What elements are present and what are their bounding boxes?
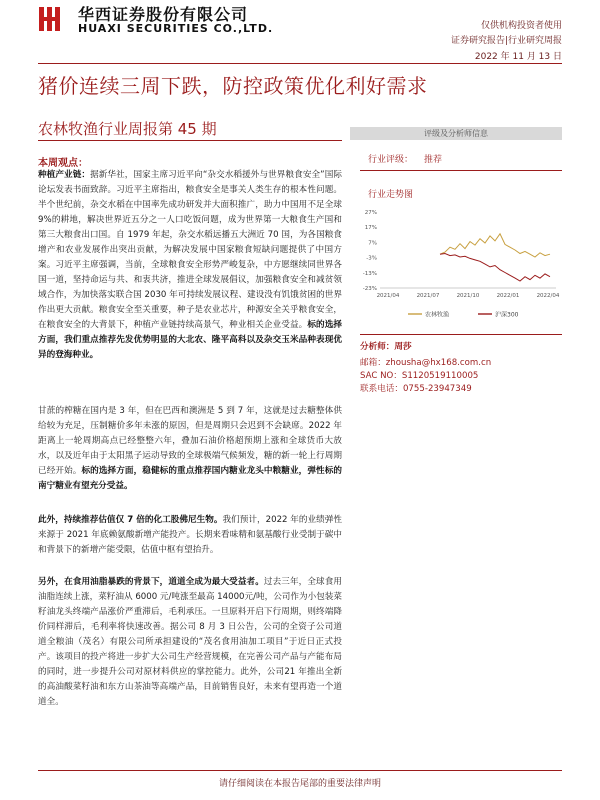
series-lines — [440, 234, 550, 281]
chart-legend — [408, 311, 519, 319]
series-line — [440, 254, 550, 282]
trend-chart-title: 行业走势图 — [368, 190, 414, 200]
legend-label: 农林牧渔 — [425, 311, 450, 319]
paragraph-highlight: 另外，在食用油脂暴跌的背景下，道道全成为最大受益者。 — [38, 577, 264, 587]
paragraph-chemical — [38, 513, 342, 558]
paragraph-lead: 种植产业链： — [38, 170, 91, 180]
audience-tag: 仅供机构投资者使用 — [480, 21, 562, 31]
x-tick-label: 2022/01 — [496, 293, 520, 299]
section-title: 本周观点： — [38, 158, 88, 169]
paragraph-text: 过去三年，全球食用油脂连续上涨，菜籽油从 6000 元/吨涨至最高 14000元/吨，公司作为小包装菜籽油龙头终端产品涨价严重滞后，毛利承压。一旦原料开启下行周期，则终端降价同样滞后，毛利率将快速改善。据公司 8 月 3 日公告，公司的全资子公司道道全粮油（茂名）有限公司所承担建设的“茂名食用油加工项目”于近日正式投产。该项目的投产将进一步扩大公司生产经营规模，在完善公司产品与产能布局的同时，进一步提升公司对原材料供应的掌控能力。此外，公司21 年推出全新的高油酸菜籽油和东方山茶油等高端产品，目前销售良好，未来有望再造一个道道全。 — [38, 577, 342, 707]
analyst-divider — [360, 334, 562, 335]
report-title: 猪价连续三周下跌，防控政策优化利好需求 — [38, 74, 428, 98]
x-axis — [377, 293, 560, 299]
y-tick-label: 7% — [368, 240, 377, 247]
legend-label: 沪深300 — [495, 311, 519, 319]
industry-trend-chart — [358, 206, 562, 324]
footer-divider — [38, 770, 562, 771]
subtitle-divider — [38, 140, 342, 141]
series-line — [440, 234, 550, 257]
rating-divider — [360, 170, 562, 171]
x-tick-label: 2022/04 — [536, 293, 560, 299]
analyst-name: 分析师：周莎 — [360, 342, 412, 352]
paragraph-edible-oil — [38, 575, 342, 710]
y-tick-label: -3% — [366, 255, 377, 262]
huaxi-logo — [38, 4, 70, 34]
company-name-cn: 华西证券股份有限公司 — [78, 5, 249, 24]
header-divider — [38, 63, 562, 64]
y-tick-label: -13% — [362, 270, 377, 277]
y-axis — [363, 210, 556, 292]
analyst-phone: 联系电话：0755-23947349 — [360, 384, 472, 394]
industry-rating-label: 行业评级： — [368, 155, 414, 165]
paragraph-highlight: 此外，持续推荐估值仅 7 倍的化工股佛尼生物。 — [38, 515, 223, 525]
report-date: 2022 年 11 月 13 日 — [474, 52, 562, 62]
paragraph-highlight: 标的选择方面，稳健标的重点推荐国内糖业龙头中粮糖业，弹性标的南宁糖业有望充分受益。 — [38, 466, 342, 491]
paragraph-text: 据新华社，国家主席习近平向“杂交水稻援外与世界粮食安全”国际论坛发表书面致辞。习近平主席指出，粮食安全是事关人类生存的根本性问题。半个世纪前，杂交水稻在中国率先成功研发并大面积推广，助力中国用不足全球 9%的耕地，解决世界近五分之一人口吃饭问题，成为世界第一大粮食生产国和第三大粮食出口国。自 1979 年起，杂交水稻远播五大洲近 70 国，为各国粮食增产和农业发展作出突出贡献，为解决发展中国家粮食短缺问题提供了中国方案。习近平主席强调，当前，全球粮食安全形势严峻复杂，中方愿继续同世界各国一道，坚持命运与共、和衷共济，推进全球发展倡议，加强粮食安全和减贫领域合作，为加快落实联合国 2030 年可持续发展议程、建设没有饥饿贫困的世界作出更大贡献。粮食安全至关重要，种子是农业芯片，种源安全关乎粮食安全，在粮食安全的大背景下，种植产业链持续高景气，种业相关企业受益。 — [38, 170, 342, 330]
paragraph-text: 甘蔗的榨糖在国内是 3 年，但在巴西和澳洲是 5 到 7 年，这就是过去糖整体供给较为充足，压制糖价多年未涨的原因，但是周期只会迟到不会缺席。2022 年距离上一轮周期高点已经整整六年，叠加石油价格超预期上涨和全球货币大放水，以及近年由于太阳黑子运动导致的全球极端气候频发，糖的新一轮上行周期已经开始。 — [38, 406, 342, 476]
paragraph-sugar — [38, 404, 342, 494]
report-type-tag: 证券研究报告|行业研究周报 — [450, 36, 562, 46]
legal-notice: 请仔细阅读在本报告尾部的重要法律声明 — [218, 779, 381, 789]
report-subtitle: 农林牧渔行业周报第 45 期 — [38, 120, 217, 138]
paragraph-planting — [38, 168, 342, 363]
rating-box-header: 评级及分析师信息 — [350, 127, 562, 140]
paragraph-text: 我们预计，2022 年的业绩弹性来源于 2021 年底赖氨酸新增产能投产。长期来看味精和氨基酸行业受制于碳中和背景下的新增产能受限，估值中枢有望抬升。 — [38, 515, 343, 555]
x-tick-label: 2021/10 — [456, 293, 480, 299]
y-tick-label: -23% — [362, 286, 377, 292]
analyst-sac-number: SAC NO：S1120519110005 — [360, 371, 479, 381]
x-tick-label: 2021/04 — [376, 293, 400, 299]
paragraph-highlight: 标的选择方面，我们重点推荐先发优势明显的大北农、隆平高科以及杂交玉米品种表现优异的登海种业。 — [38, 320, 342, 360]
company-name-en: HUAXI SECURITIES CO.,LTD. — [78, 22, 274, 35]
analyst-email[interactable]: 邮箱：zhousha@hx168.com.cn — [360, 358, 492, 368]
y-tick-label: 27% — [364, 210, 377, 216]
industry-rating-value: 推荐 — [424, 155, 443, 165]
x-tick-label: 2021/07 — [416, 293, 440, 299]
y-tick-label: 17% — [364, 225, 377, 232]
